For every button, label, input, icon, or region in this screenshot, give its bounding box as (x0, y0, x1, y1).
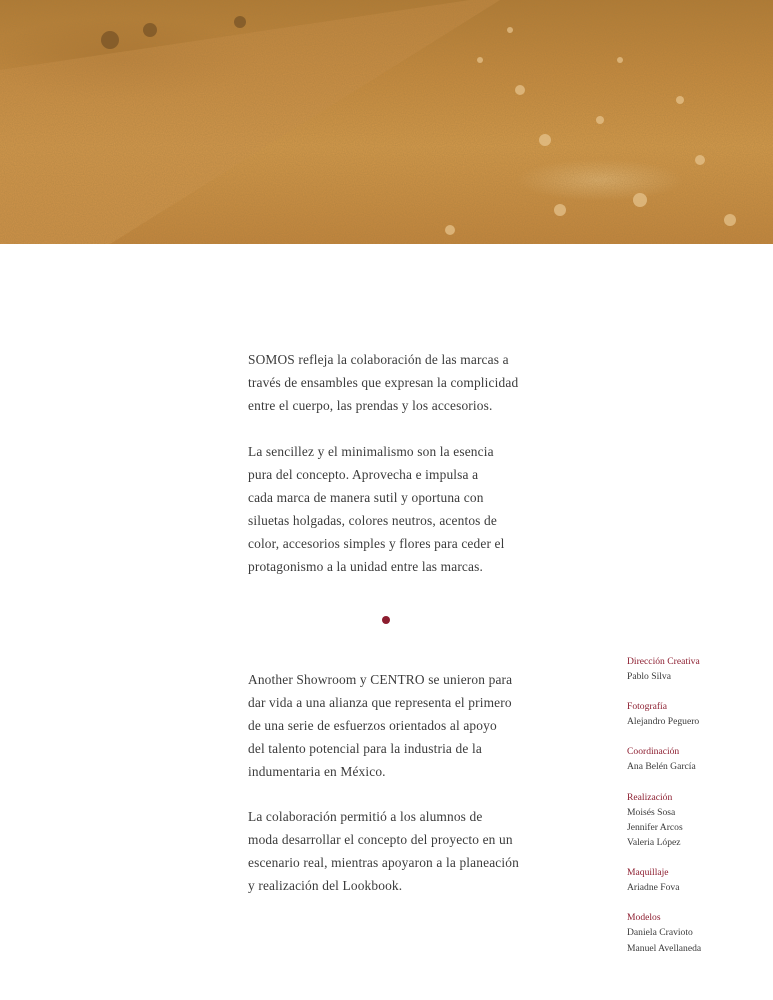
credit-creative-direction (627, 654, 767, 684)
credit-name: Valeria López (627, 837, 681, 849)
credit-name: Daniela Cravioto (627, 927, 693, 939)
desert-road-photo (0, 0, 773, 244)
credit-name: Moisés Sosa (627, 806, 676, 818)
credit-name: Ana Belén García (627, 761, 696, 773)
credit-role: Coordinación (627, 746, 680, 758)
credit-name: Manuel Avellaneda (627, 942, 702, 954)
credit-name: Pablo Silva (627, 671, 671, 682)
credits-list (627, 654, 767, 971)
alliance-paragraph: Another Showroom y CENTRO se unieron para dar vida a una alianza que representa el primero de una serie de esfuerzos orientados al apoyo del talento potencial para la industria de la indumentaria en México. (248, 672, 513, 779)
credit-name: Alejandro Peguero (627, 716, 700, 728)
credit-coordination (627, 744, 767, 774)
desert-texture (0, 0, 773, 244)
credit-models (627, 910, 767, 955)
credit-name: Ariadne Fova (627, 882, 680, 894)
credit-photography (627, 699, 767, 729)
separator-dot (382, 616, 390, 624)
credit-role: Maquillaje (627, 867, 669, 879)
credit-role: Realización (627, 791, 673, 803)
intro-paragraph: SOMOS refleja la colaboración de las marcas a través de ensambles que expresan la complicidad entre el cuerpo, las prendas y los accesorios. (248, 352, 519, 413)
credit-name: Jennifer Arcos (627, 821, 683, 833)
concept-paragraph: La sencillez y el minimalismo son la esencia pura del concepto. Aprovecha e impulsa a cada marca de manera sutil y oportuna con siluetas holgadas, colores neutros, acentos de color, accesorios simples y flores para ceder el protagonismo a la unidad entre las marcas. (248, 444, 505, 574)
credit-realization (627, 790, 767, 851)
collaboration-paragraph: La colaboración permitió a los alumnos de moda desarrollar el concepto del proyecto en un escenario real, mientras apoyaron a la planeación y realización del Lookbook. (248, 809, 519, 893)
credit-role: Fotografía (627, 701, 667, 713)
credit-makeup (627, 865, 767, 895)
credit-role: Dirección Creativa (627, 656, 700, 667)
credit-role: Modelos (627, 912, 661, 924)
